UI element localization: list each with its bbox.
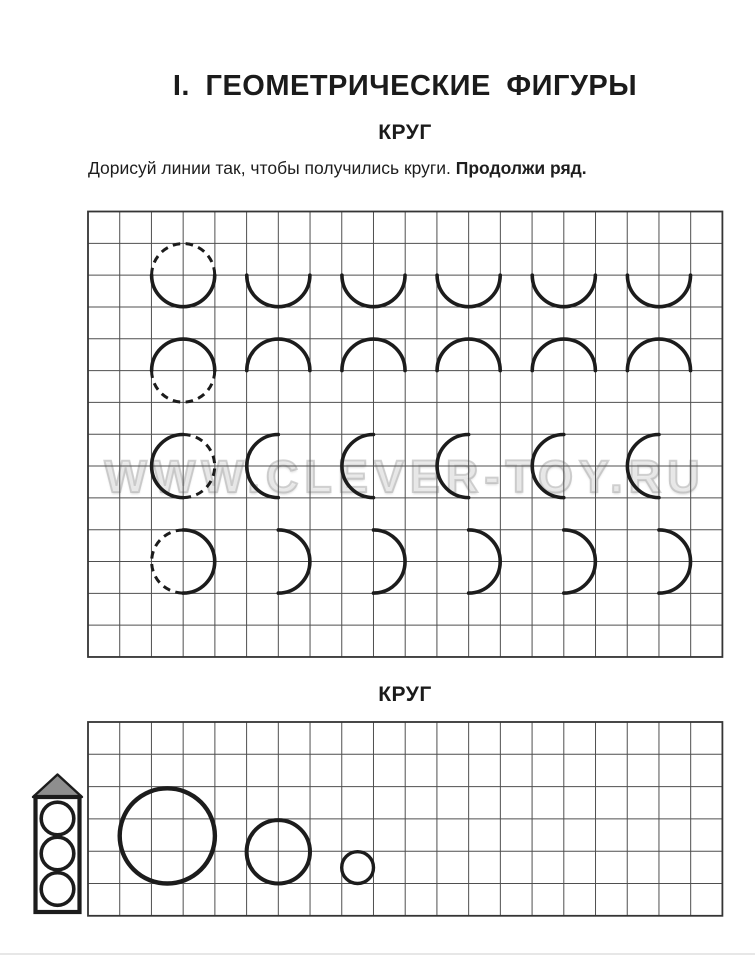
watermark: WWW.CLEVER-TOY.RU [104,451,706,502]
practice-grid-2 [88,722,722,916]
section-heading-circle-2: КРУГ [378,683,432,706]
instruction-regular: Дорисуй линии так, чтобы получились круги. [88,158,456,178]
instruction-bold: Продолжи ряд. [455,158,587,178]
sample-circle [120,788,215,883]
section-heading-circle-1: КРУГ [378,121,432,144]
traffic-light-roof [33,775,82,798]
traffic-light-lamp [41,873,74,906]
traffic-light-lamp [41,802,74,835]
page-title: I. ГЕОМЕТРИЧЕСКИЕ ФИГУРЫ [172,70,638,102]
sample-circle [342,852,374,884]
traffic-light-figure [33,775,82,913]
traffic-light-lamp [41,837,74,870]
